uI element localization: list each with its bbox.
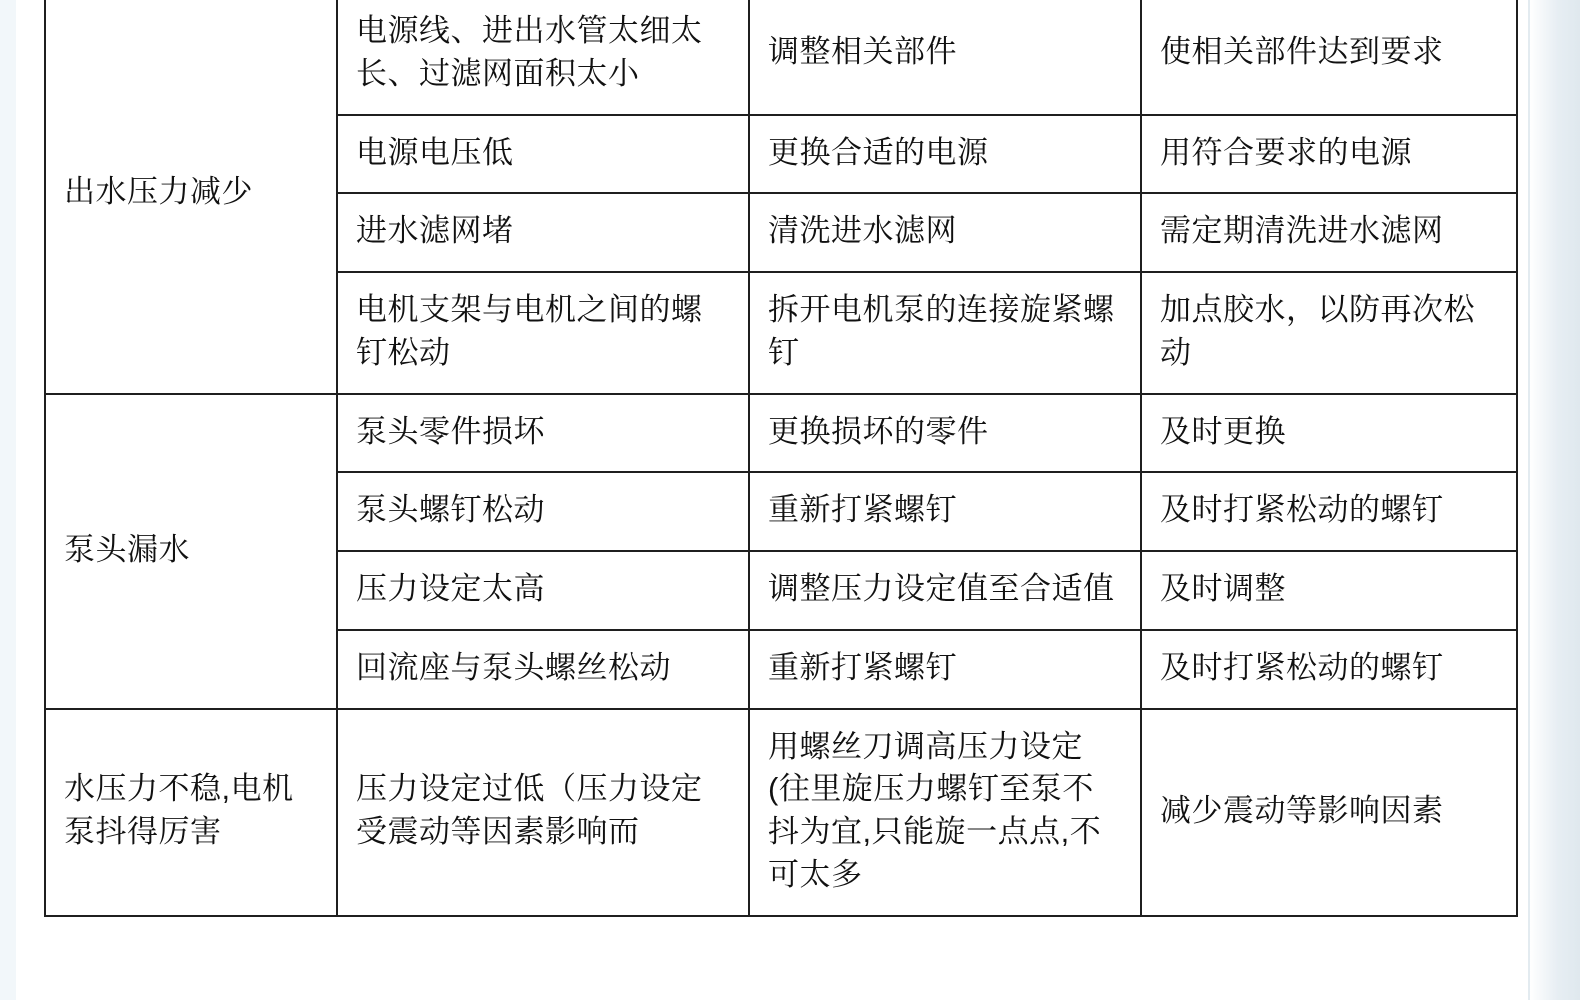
remark-cell — [1141, 472, 1517, 551]
cause-cell — [337, 193, 749, 272]
fault-text: 水压力不稳,电机泵抖得厉害 — [64, 771, 294, 850]
cause-text: 泵头螺钉松动 — [356, 492, 545, 528]
cause-text: 电源电压低 — [356, 134, 514, 170]
remark-cell — [1141, 272, 1517, 394]
solution-text: 更换合适的电源 — [768, 134, 989, 170]
remark-cell — [1141, 394, 1517, 473]
solution-cell — [749, 0, 1141, 115]
table-row — [45, 0, 1517, 115]
remark-text: 加点胶水，以防再次松动 — [1160, 292, 1475, 370]
cause-cell — [337, 394, 749, 473]
solution-text: 调整压力设定值至合适值 — [768, 571, 1115, 607]
cause-cell — [337, 0, 749, 115]
remark-cell — [1141, 0, 1517, 115]
troubleshooting-table — [44, 0, 1518, 917]
solution-text: 清洗进水滤网 — [768, 213, 957, 249]
cause-text: 回流座与泵头螺丝松动 — [356, 649, 671, 685]
table-row — [45, 709, 1517, 916]
cause-text: 压力设定过低（压力设定受震动等因素影响而 — [356, 771, 703, 850]
cause-cell — [337, 115, 749, 194]
solution-cell — [749, 472, 1141, 551]
solution-cell — [749, 630, 1141, 709]
solution-text: 重新打紧螺钉 — [768, 492, 957, 528]
solution-text: 用螺丝刀调高压力设定(往里旋压力螺钉至泵不抖为宜,只能旋一点点,不可太多 — [768, 728, 1102, 892]
cause-cell — [337, 630, 749, 709]
cause-text: 电源线、进出水管太细太长、过滤网面积太小 — [356, 13, 703, 91]
table-row — [45, 394, 1517, 473]
fault-text: 出水压力减少 — [64, 173, 253, 209]
solution-text: 拆开电机泵的连接旋紧螺钉 — [768, 292, 1115, 370]
cause-text: 泵头零件损坏 — [356, 413, 545, 449]
cause-text: 压力设定太高 — [356, 571, 545, 607]
fault-cell — [45, 394, 337, 709]
solution-text: 更换损坏的零件 — [768, 413, 989, 449]
remark-text: 及时调整 — [1160, 571, 1286, 607]
cause-text: 电机支架与电机之间的螺钉松动 — [356, 292, 703, 370]
solution-cell — [749, 709, 1141, 916]
remark-cell — [1141, 193, 1517, 272]
solution-text: 调整相关部件 — [768, 34, 957, 70]
page-right-margin — [1530, 0, 1580, 1000]
solution-cell — [749, 394, 1141, 473]
solution-cell — [749, 272, 1141, 394]
fault-cell — [45, 709, 337, 916]
remark-text: 及时更换 — [1160, 413, 1286, 449]
cause-cell — [337, 272, 749, 394]
remark-text: 用符合要求的电源 — [1160, 134, 1412, 170]
cause-text: 进水滤网堵 — [356, 213, 514, 249]
remark-cell — [1141, 115, 1517, 194]
solution-cell — [749, 551, 1141, 630]
fault-cell — [45, 0, 337, 394]
remark-cell — [1141, 630, 1517, 709]
remark-text: 及时打紧松动的螺钉 — [1160, 492, 1444, 528]
solution-cell — [749, 193, 1141, 272]
page-left-margin — [0, 0, 16, 1000]
solution-cell — [749, 115, 1141, 194]
cause-cell — [337, 709, 749, 916]
cause-cell — [337, 472, 749, 551]
remark-text: 及时打紧松动的螺钉 — [1160, 649, 1444, 685]
fault-text: 泵头漏水 — [64, 531, 190, 567]
remark-text: 减少震动等影响因素 — [1160, 792, 1444, 828]
remark-text: 需定期清洗进水滤网 — [1160, 213, 1444, 249]
remark-cell — [1141, 709, 1517, 916]
remark-cell — [1141, 551, 1517, 630]
remark-text: 使相关部件达到要求 — [1160, 34, 1444, 70]
solution-text: 重新打紧螺钉 — [768, 649, 957, 685]
cause-cell — [337, 551, 749, 630]
